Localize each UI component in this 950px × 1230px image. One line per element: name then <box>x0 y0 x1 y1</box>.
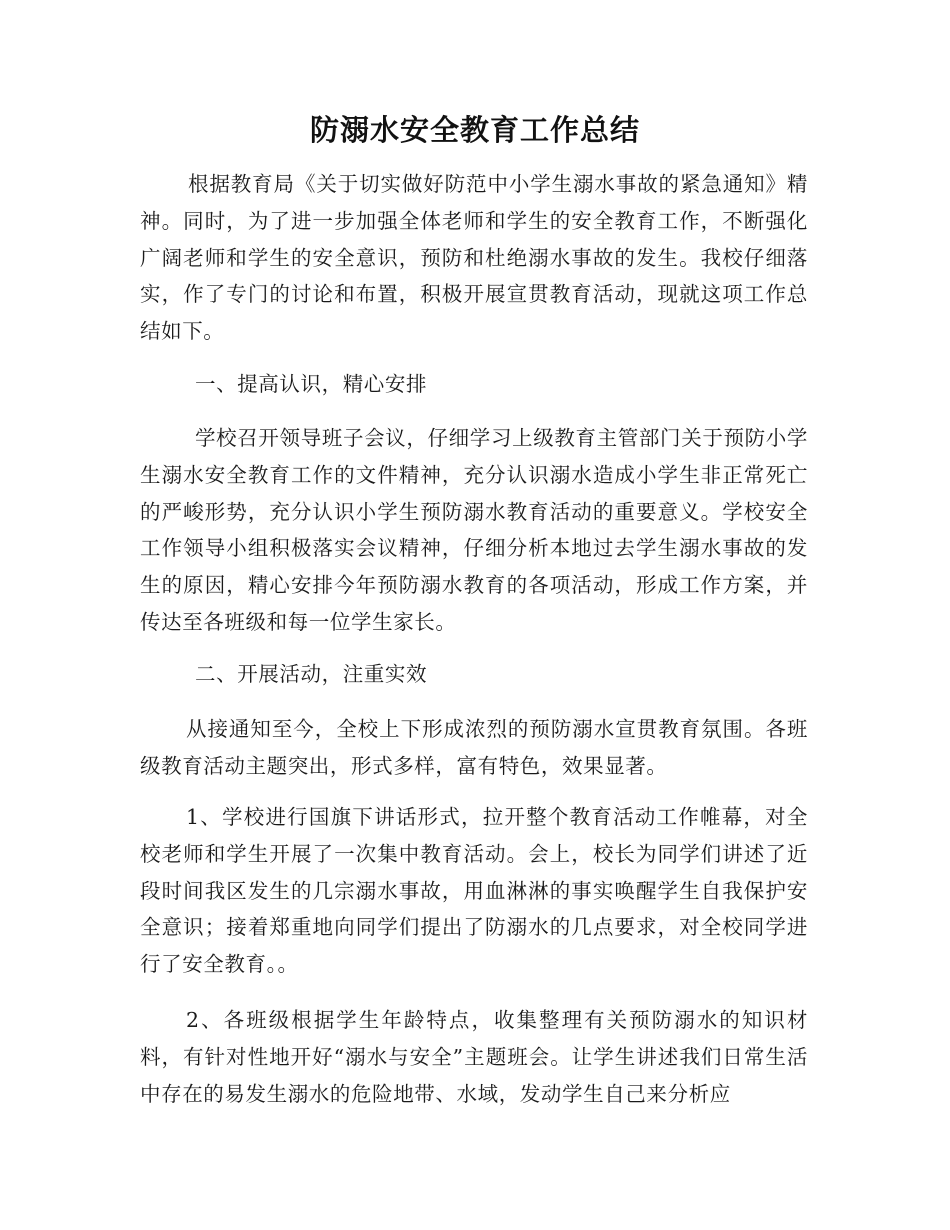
section-heading-2: 二、开展活动，注重实效 <box>195 662 428 686</box>
section-2-paragraph: 从接通知至今，全校上下形成浓烈的预防溺水宣贯教育氛围。各班级教育活动主题突出，形式多样，富有特色，效果显著。 <box>140 717 808 778</box>
list-item-2: 2、各班级根据学生年龄特点，收集整理有关预防溺水的知识材料，有针对性地开好“溺水与安全”主题班会。让学生讲述我们日常生活中存在的易发生溺水的危险地带、水域，发动学生自己来分析应 <box>140 1008 808 1106</box>
list-item-1: 1、学校进行国旗下讲话形式，拉开整个教育活动工作帷幕，对全校老师和学生开展了一次集中教育活动。会上，校长为同学们讲述了近段时间我区发生的几宗溺水事故，用血淋淋的事实唤醒学生自我保护安全意识；接着郑重地向同学们提出了防溺水的几点要求，对全校同学进行了安全教育。。 <box>140 805 808 977</box>
section-1-paragraph: 学校召开领导班子会议，仔细学习上级教育主管部门关于预防小学生溺水安全教育工作的文件精神，充分认识溺水造成小学生非正常死亡的严峻形势，充分认识小学生预防溺水教育活动的重要意义。学校安全工作领导小组积极落实会议精神，仔细分析本地过去学生溺水事故的发生的原因，精心安排今年预防溺水教育的各项活动，形成工作方案，并传达至各班级和每一位学生家长。 <box>140 426 808 634</box>
intro-paragraph: 根据教育局《关于切实做好防范中小学生溺水事故的紧急通知》精神。同时，为了进一步加强全体老师和学生的安全教育工作，不断强化广阔老师和学生的安全意识，预防和杜绝溺水事故的发生。我校仔细落实，作了专门的讨论和布置，积极开展宣贯教育活动，现就这项工作总结如下。 <box>140 172 808 344</box>
section-heading-1: 一、提高认识，精心安排 <box>195 372 428 396</box>
document-title: 防溺水安全教育工作总结 <box>309 113 640 147</box>
